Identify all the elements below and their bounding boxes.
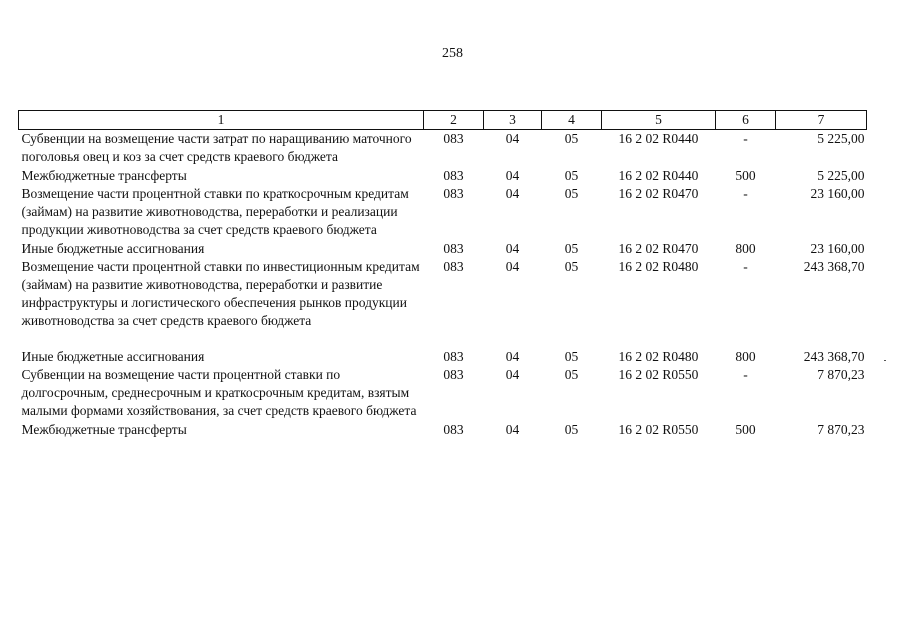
row-col-6: - [743,367,748,382]
row-col-5: 16 2 02 R0470 [618,241,699,256]
row-col-6: 800 [735,241,756,256]
row-col-7: 5 225,00 [817,131,865,146]
row-col-3: 04 [505,259,520,274]
column-header-4: 4 [542,111,602,130]
row-name: Возмещение части процентной ставки по инвестиционным кредитам (займам) на развитие животноводства, переработки и развитие инфраструктуры и логистического обеспечения рынков продукции животноводства за счет средств краевого бюджета [21,259,420,328]
row-col-4: 05 [564,186,579,201]
row-col-2: 083 [443,349,464,364]
table-row [19,348,867,366]
row-col-2: 083 [443,259,464,274]
row-col-6: 500 [735,422,756,437]
row-col-7: 243 368,70 [803,349,865,364]
scan-speck [884,360,886,361]
row-col-4: 05 [564,168,579,183]
row-col-5: 16 2 02 R0440 [618,131,699,146]
row-col-4: 05 [564,422,579,437]
row-col-2: 083 [443,241,464,256]
column-header-2: 2 [424,111,484,130]
spacer-row [19,330,867,348]
column-header-3: 3 [484,111,542,130]
row-col-4: 05 [564,241,579,256]
row-col-2: 083 [443,131,464,146]
column-header-5: 5 [602,111,716,130]
row-col-6: 500 [735,168,756,183]
row-name: Субвенции на возмещение части процентной ставки по долгосрочным, среднесрочным и краткосрочным кредитам, взятым малыми формами хозяйствования, за счет средств краевого бюджета [21,367,417,418]
row-col-5: 16 2 02 R0550 [618,422,699,437]
row-col-2: 083 [443,186,464,201]
table-row [19,239,867,258]
spacer-cell [19,330,867,348]
row-name: Межбюджетные трансферты [21,168,187,183]
column-header-6: 6 [716,111,776,130]
row-col-4: 05 [564,131,579,146]
row-name: Субвенции на возмещение части затрат по наращиванию маточного поголовья овец и коз за счет средств краевого бюджета [21,131,412,164]
column-header-7: 7 [776,111,867,130]
row-col-7: 7 870,23 [817,367,865,382]
table-row [19,130,867,167]
row-col-7: 23 160,00 [810,186,865,201]
table-row [19,420,867,439]
row-col-6: - [743,186,748,201]
row-col-3: 04 [505,131,520,146]
row-col-5: 16 2 02 R0480 [618,259,699,274]
row-col-7: 243 368,70 [803,259,865,274]
row-col-5: 16 2 02 R0550 [618,367,699,382]
row-col-4: 05 [564,259,579,274]
row-col-3: 04 [505,241,520,256]
row-col-3: 04 [505,422,520,437]
table-row [19,166,867,185]
row-name: Иные бюджетные ассигнования [21,349,205,364]
table-row [19,185,867,239]
row-col-2: 083 [443,168,464,183]
row-col-7: 23 160,00 [810,241,865,256]
row-col-3: 04 [505,186,520,201]
row-name: Возмещение части процентной ставки по краткосрочным кредитам (займам) на развитие животноводства, переработки и реализации продукции животноводства за счет средств краевого бюджета [21,186,409,237]
row-col-4: 05 [564,349,579,364]
row-col-6: - [743,259,748,274]
row-name: Иные бюджетные ассигнования [21,241,205,256]
row-col-7: 7 870,23 [817,422,865,437]
row-col-3: 04 [505,168,520,183]
table-header-row [19,111,867,130]
row-col-4: 05 [564,367,579,382]
row-col-2: 083 [443,422,464,437]
row-col-6: - [743,131,748,146]
row-name: Межбюджетные трансферты [21,422,187,437]
table-row [19,258,867,330]
budget-table [18,110,867,439]
row-col-3: 04 [505,367,520,382]
row-col-5: 16 2 02 R0470 [618,186,699,201]
row-col-7: 5 225,00 [817,168,865,183]
page-number: 258 [442,46,463,61]
row-col-6: 800 [735,349,756,364]
table-row [19,366,867,420]
row-col-5: 16 2 02 R0440 [618,168,699,183]
row-col-5: 16 2 02 R0480 [618,349,699,364]
column-header-1: 1 [19,111,424,130]
row-col-3: 04 [505,349,520,364]
row-col-2: 083 [443,367,464,382]
